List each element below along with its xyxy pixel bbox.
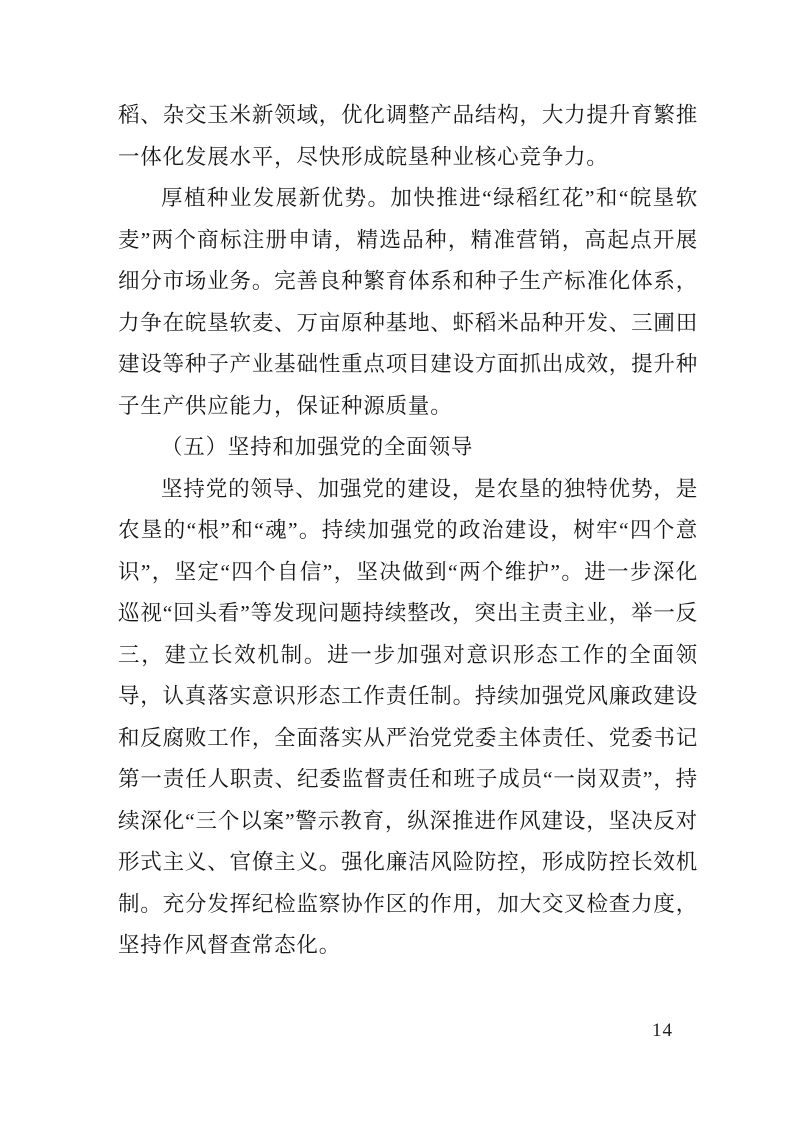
paragraph-body: 坚持党的领导、加强党的建设，是农垦的独特优势，是农垦的“根”和“魂”。持续加强党的政治建设，树牢“四个意识”，坚定“四个自信”，坚决做到“两个维护”。进一步深化巡视“回头看”等发现问题持续整改，突出主责主业，举一反三，建立长效机制。进一步加强对意识形态工作的全面领导，认真落实意识形态工作责任制。持续加强党风廉政建设和反腐败工作，全面落实从严治党党委主体责任、党委书记第一责任人职责、纪委监督责任和班子成员“一岗双责”，持续深化“三个以案”警示教育，纵深推进作风建设，坚决反对形式主义、官僚主义。强化廉洁风险防控，形成防控长效机制。充分发挥纪检监察协作区的作用，加大交叉检查力度，坚持作风督查常态化。	[118, 476, 698, 957]
section-heading: （五）坚持和加强党的全面领导	[161, 435, 474, 459]
page-number: 14	[652, 1020, 673, 1041]
paragraph-body: 厚植种业发展新优势。加快推进“绿稻红花”和“皖垦软麦”两个商标注册申请，精选品种，精准营销，高起点开展细分市场业务。完善良种繁育体系和种子生产标准化体系，力争在皖垦软麦、万亩原种基地、虾稻米品种开发、三圃田建设等种子产业基础性重点项目建设方面抓出成效，提升种子生产供应能力，保证种源质量。	[118, 186, 698, 418]
document-body	[118, 95, 698, 967]
paragraph-continuation: 稻、杂交玉米新领域，优化调整产品结构，大力提升育繁推一体化发展水平，尽快形成皖垦种业核心竞争力。	[118, 103, 698, 169]
